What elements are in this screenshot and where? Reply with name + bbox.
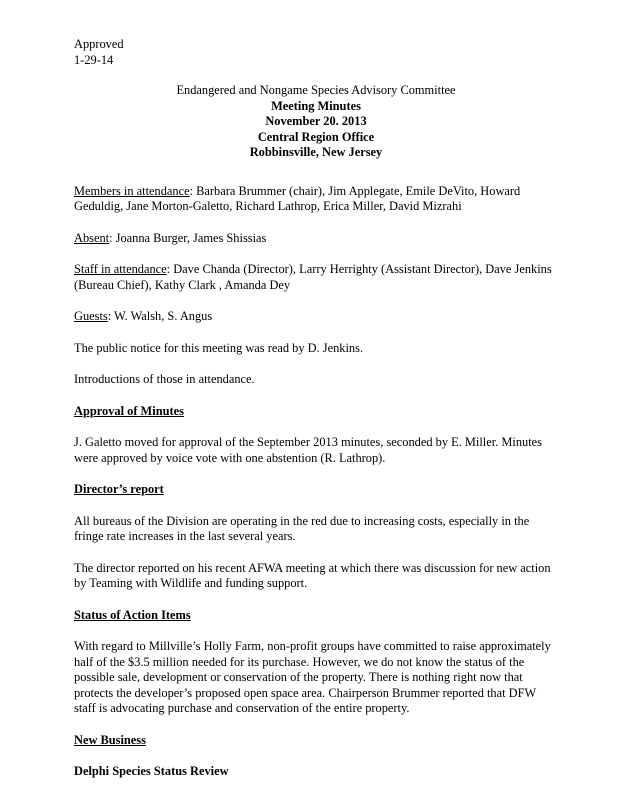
meeting-office: Central Region Office xyxy=(257,129,375,144)
public-notice-paragraph: The public notice for this meeting was read by D. Jenkins. xyxy=(74,340,364,355)
meeting-date: November 20. 2013 xyxy=(265,114,367,128)
approval-heading: Approval of Minutes xyxy=(74,403,184,418)
approval-stamp xyxy=(74,37,558,68)
status-paragraph: With regard to Millville’s Holly Farm, non-profit groups have committed to raise approximately half of the $3.5 million needed for its purchase. However, we do not know the status of the possible sale, development or conservation of the property. There is nothing right now that protects the developer’s proposed open space area. Chairperson Brummer reported that DFW staff is advocating purchase and conservation of the entire property. xyxy=(74,639,551,715)
meeting-location: Robbinsville, New Jersey xyxy=(249,145,383,159)
guests-text: : W. Walsh, S. Angus xyxy=(107,309,213,323)
absent-text: : Joanna Burger, James Shissias xyxy=(109,230,267,245)
status-heading: Status of Action Items xyxy=(74,607,191,622)
document-title: Meeting Minutes xyxy=(271,98,361,113)
staff-paragraph xyxy=(74,262,558,293)
guests-paragraph xyxy=(74,309,558,325)
approved-date: 1-29-14 xyxy=(74,52,114,67)
director-paragraph-2: The director reported on his recent AFWA meeting at which there was discussion for new action by Teaming with Wildlife and funding support. xyxy=(74,560,551,590)
members-paragraph xyxy=(74,184,558,215)
staff-text: : Dave Chanda (Director), Larry Herrighty (Assistant Director), Dave Jenkins (Bureau Chief), Kathy Clark , Amanda Dey xyxy=(74,262,552,292)
absent-label: Absent xyxy=(74,230,110,245)
committee-name: Endangered and Nongame Species Advisory Committee xyxy=(176,83,456,97)
staff-label: Staff in attendance xyxy=(74,262,167,276)
approved-label: Approved xyxy=(74,37,124,51)
delphi-review-heading: Delphi Species Status Review xyxy=(74,764,229,778)
members-label: Members in attendance xyxy=(74,183,190,198)
new-business-heading: New Business xyxy=(74,732,146,747)
document-header xyxy=(74,83,558,161)
absent-paragraph xyxy=(74,231,558,247)
guests-label: Guests xyxy=(74,309,108,323)
introductions-paragraph: Introductions of those in attendance. xyxy=(74,372,255,386)
director-paragraph-1: All bureaus of the Division are operating in the red due to increasing costs, especially in the fringe rate increases in the last several years. xyxy=(74,513,530,543)
director-heading: Director’s report xyxy=(74,482,164,496)
approval-paragraph: J. Galetto moved for approval of the September 2013 minutes, seconded by E. Miller. Minutes were approved by voice vote with one abstention (R. Lathrop). xyxy=(74,435,542,465)
members-text: : Barbara Brummer (chair), Jim Applegate, Emile DeVito, Howard Geduldig, Jane Morton-Galetto, Richard Lathrop, Erica Miller, David Mizrahi xyxy=(74,183,521,213)
